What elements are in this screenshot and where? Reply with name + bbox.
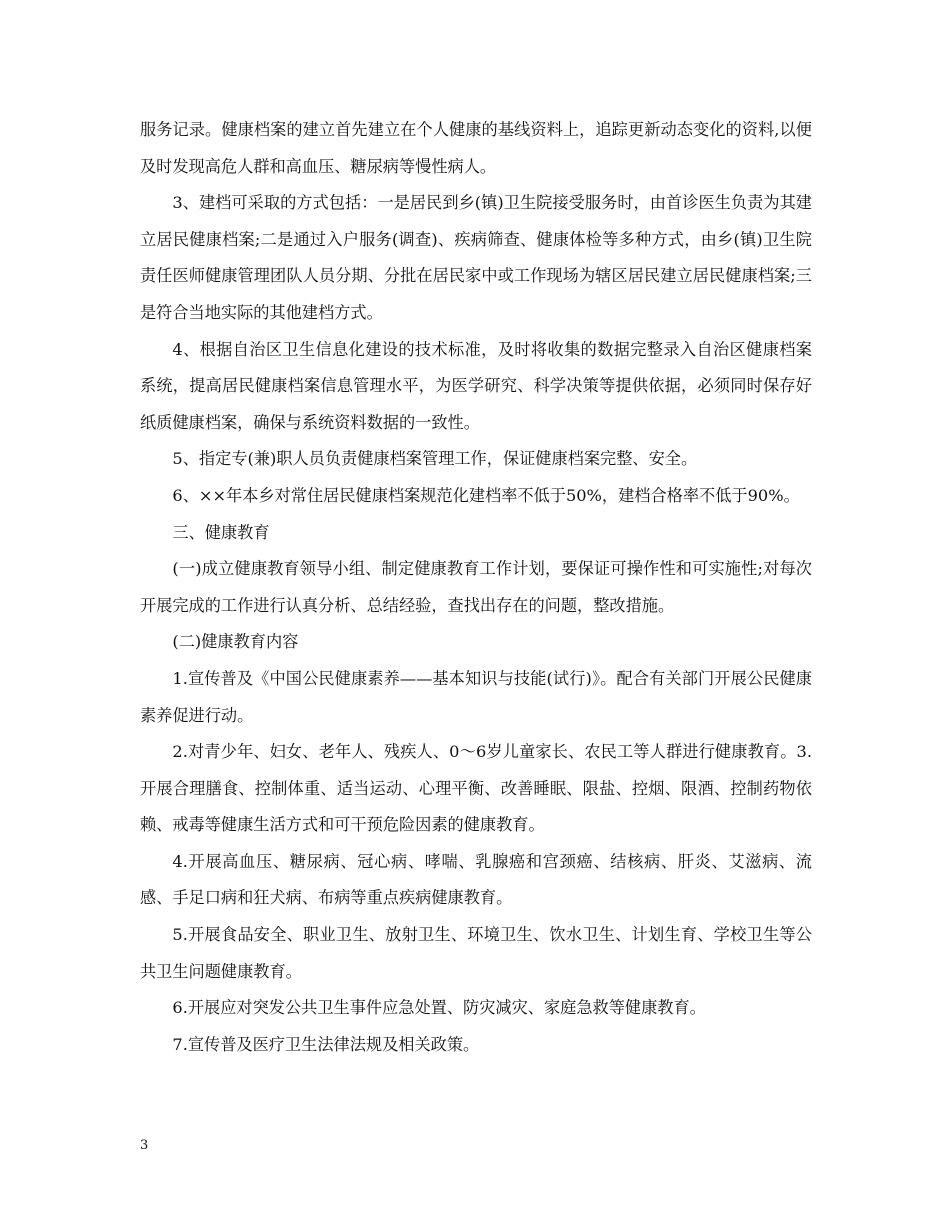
- paragraph-12: 5.开展食品安全、职业卫生、放射卫生、环境卫生、饮水卫生、计划生育、学校卫生等公共卫生问题健康教育。: [140, 925, 812, 981]
- paragraph-2: 3、建档可采取的方式包括：一是居民到乡(镇)卫生院接受服务时，由首诊医生负责为其建立居民健康档案;二是通过入户服务(调查)、疾病筛查、健康体检等多种方式，由乡(镇)卫生院责任医师健康管理团队人员分期、分批在居民家中或工作现场为辖区居民建立居民健康档案;三是符合当地实际的其他建档方式。: [140, 193, 812, 322]
- page-number: 3: [140, 1138, 149, 1153]
- paragraph-14: 7.宣传普及医疗卫生法律法规及相关政策。: [172, 1034, 480, 1054]
- paragraph-7: (一)成立健康教育领导小组、制定健康教育工作计划，要保证可操作性和可实施性;对每次开展完成的工作进行认真分析、总结经验，查找出存在的问题，整改措施。: [140, 559, 812, 615]
- paragraph-9: 1.宣传普及《中国公民健康素养——基本知识与技能(试行)》。配合有关部门开展公民健康素养促进行动。: [140, 668, 812, 725]
- paragraph-4: 5、指定专(兼)职人员负责健康档案管理工作，保证健康档案完整、安全。: [172, 449, 698, 469]
- paragraph-1: 服务记录。健康档案的建立首先建立在个人健康的基线资料上，追踪更新动态变化的资料,以便及时发现高危人群和高血压、糖尿病等慢性病人。: [140, 120, 812, 176]
- paragraph-5: 6、××年本乡对常住居民健康档案规范化建档率不低于50%，建档合格率不低于90%。: [172, 485, 800, 505]
- document-body: [140, 112, 812, 1063]
- paragraph-10: 2.对青少年、妇女、老年人、残疾人、0～6岁儿童家长、农民工等人群进行健康教育。3.开展合理膳食、控制体重、适当运动、心理平衡、改善睡眠、限盐、控烟、限酒、控制药物依赖、戒毒等健康生活方式和可干预危险因素的健康教育。: [140, 742, 812, 835]
- paragraph-13: 6.开展应对突发公共卫生事件应急处置、防灾减灾、家庭急救等健康教育。: [172, 998, 706, 1018]
- subheading-health-education-content: (二)健康教育内容: [172, 632, 299, 652]
- section-heading-health-education: 三、健康教育: [172, 522, 270, 542]
- paragraph-3: 4、根据自治区卫生信息化建设的技术标准，及时将收集的数据完整录入自治区健康档案系统，提高居民健康档案信息管理水平，为医学研究、科学决策等提供依据，必须同时保存好纸质健康档案，确保与系统资料数据的一致性。: [140, 339, 812, 432]
- paragraph-11: 4.开展高血压、糖尿病、冠心病、哮喘、乳腺癌和宫颈癌、结核病、肝炎、艾滋病、流感、手足口病和狂犬病、布病等重点疾病健康教育。: [140, 851, 812, 908]
